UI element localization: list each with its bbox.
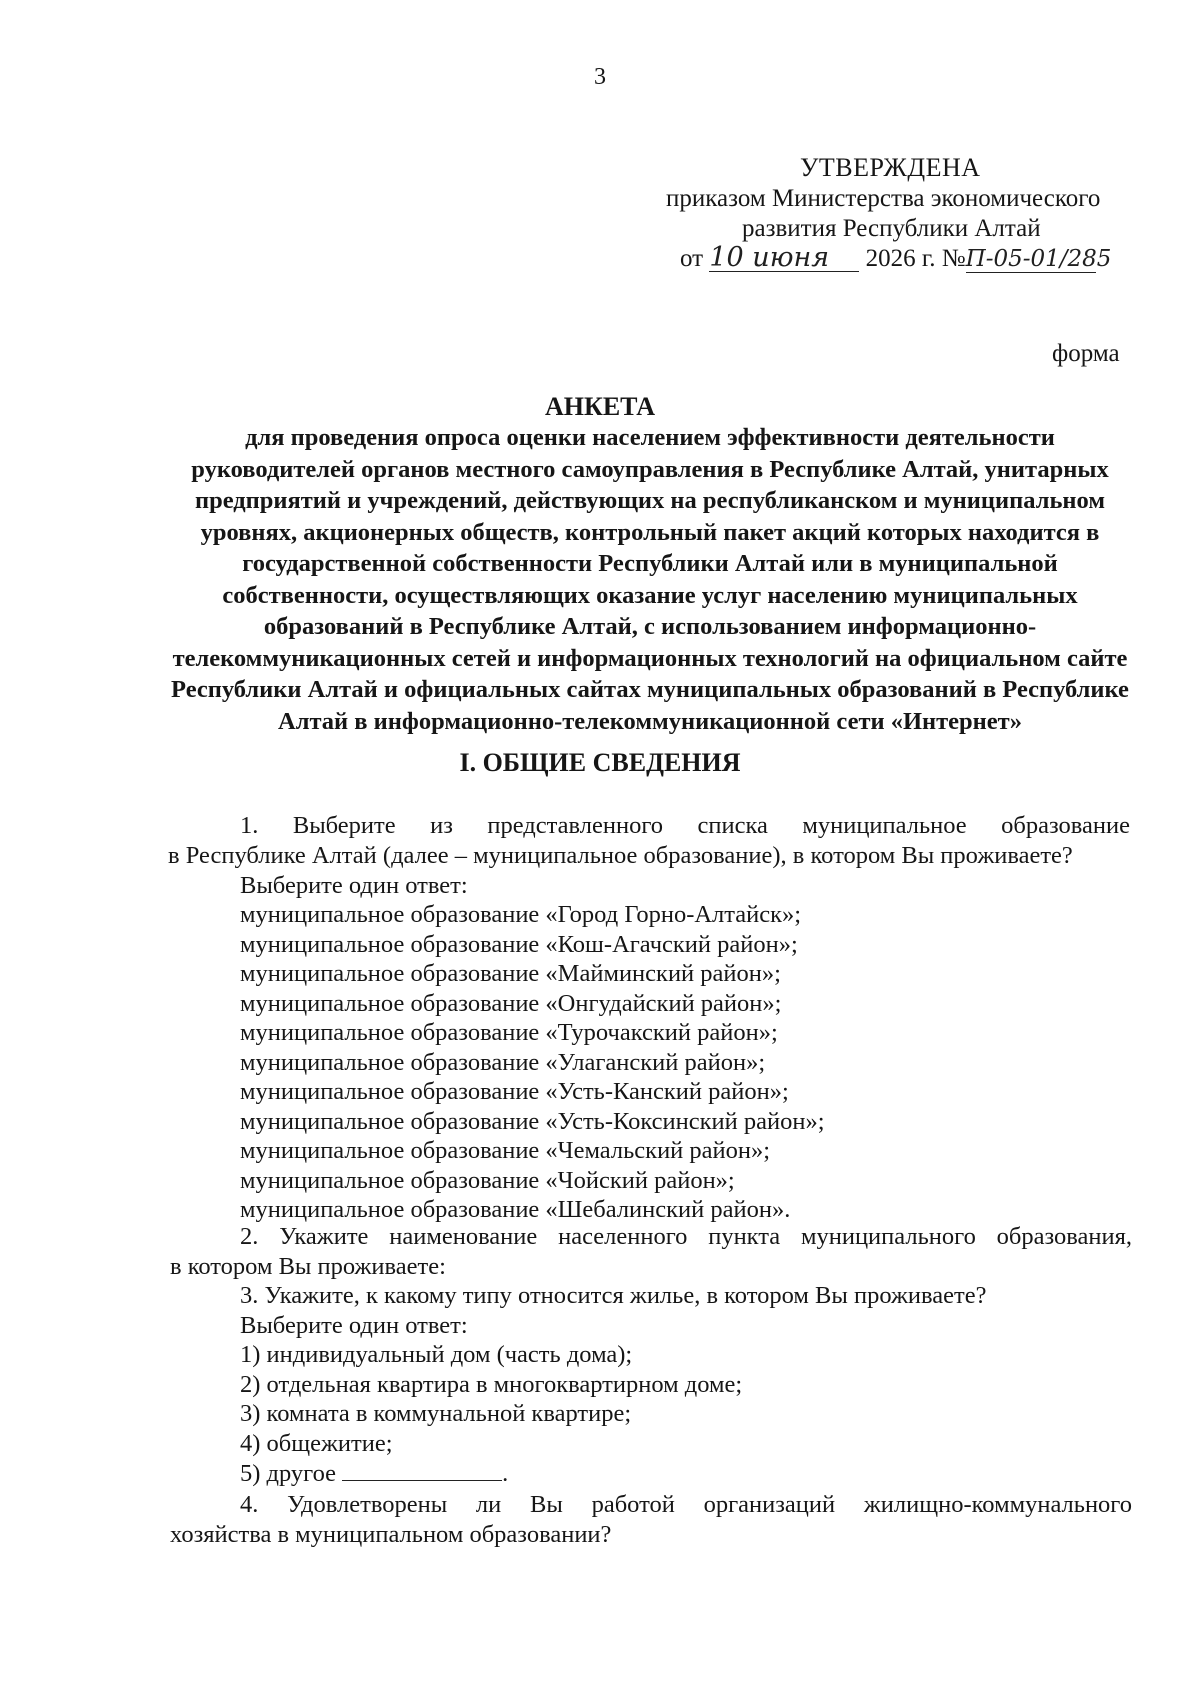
document-title: АНКЕТА [544, 392, 656, 421]
other-label: 5) другое [240, 1460, 337, 1487]
list-item: муниципальное образование «Майминский район»; [240, 960, 781, 987]
list-item: муниципальное образование «Улаганский район»; [240, 1048, 766, 1076]
question-4-text-continued: хозяйства в муниципальном образовании? [170, 1521, 612, 1548]
housing-options-list [240, 1340, 742, 1488]
subtitle-line: для проведения опроса оценки населением эффективности деятельности [245, 424, 1055, 451]
municipality-options-list [240, 900, 825, 1225]
document-subtitle [160, 422, 1140, 737]
list-item: 1) индивидуальный дом (часть дома); [240, 1341, 633, 1368]
subtitle-line: Алтай в информационно-телекоммуникационной сети «Интернет» [278, 707, 1022, 735]
date-prefix: от [680, 245, 704, 272]
approval-date-line [680, 242, 1112, 274]
year-text: 2026 г. № [865, 245, 966, 272]
question-3-text: 3. Укажите, к какому типу относится жилье, в котором Вы проживаете? [240, 1282, 987, 1309]
subtitle-line: собственности, осуществляющих оказание услуг населению муниципальных [222, 581, 1078, 609]
subtitle-line: уровнях, акционерных обществ, контрольный пакет акций которых находится в [200, 518, 1100, 546]
question-3-instruction: Выберите один ответ: [240, 1312, 468, 1339]
list-item: муниципальное образование «Усть-Канский район»; [240, 1078, 789, 1105]
list-item: муниципальное образование «Турочакский район»; [240, 1019, 778, 1046]
approval-title: УТВЕРЖДЕНА [800, 153, 981, 182]
other-suffix: . [502, 1460, 509, 1487]
subtitle-line: телекоммуникационных сетей и информационных технологий на официальном сайте [172, 644, 1128, 672]
list-item: 4) общежитие; [240, 1429, 393, 1457]
list-item: муниципальное образование «Шебалинский район». [240, 1196, 791, 1223]
approval-ministry-line: развития Республики Алтай [742, 215, 1041, 242]
page-number: 3 [594, 64, 606, 90]
question-2-text-continued: в котором Вы проживаете: [170, 1253, 446, 1280]
list-item: муниципальное образование «Город Горно-Алтайск»; [240, 901, 802, 928]
handwritten-date: 10 июня [709, 245, 859, 272]
subtitle-line: образований в Республике Алтай, с использованием информационно- [263, 613, 1037, 640]
list-item: 3) комната в коммунальной квартире; [240, 1400, 632, 1427]
form-label: форма [1052, 340, 1120, 367]
section-heading: I. ОБЩИЕ СВЕДЕНИЯ [459, 748, 741, 777]
list-item: муниципальное образование «Онгудайский район»; [240, 989, 782, 1017]
question-4-text: 4. Удовлетворены ли Вы работой организаций жилищно-коммунального [240, 1491, 1132, 1518]
list-item: муниципальное образование «Кош-Агачский район»; [240, 930, 798, 958]
list-item: 2) отдельная квартира в многоквартирном доме; [240, 1370, 743, 1398]
subtitle-line: Республики Алтай и официальных сайтах муниципальных образований в Республике [171, 676, 1129, 703]
approval-order-line: приказом Министерства экономического [666, 185, 1101, 212]
list-item: муниципальное образование «Чойский район»; [240, 1166, 735, 1194]
question-2-text: 2. Укажите наименование населенного пункта муниципального образования, [240, 1223, 1132, 1250]
list-item: муниципальное образование «Усть-Коксинский район»; [240, 1107, 825, 1135]
question-1-text: 1. Выберите из представленного списка муниципальное образование [240, 812, 1130, 839]
subtitle-line: государственной собственности Республики Алтай или в муниципальной [242, 550, 1058, 577]
subtitle-line: руководителей органов местного самоуправления в Республике Алтай, унитарных [191, 455, 1109, 483]
list-item-other [240, 1458, 742, 1488]
other-answer-blank [342, 1458, 502, 1481]
handwritten-order-number: П-05-01/285 [965, 246, 1112, 272]
question-1-instruction: Выберите один ответ: [240, 872, 468, 899]
list-item: муниципальное образование «Чемальский район»; [240, 1137, 771, 1164]
question-1-text-continued: в Республике Алтай (далее – муниципальное образование), в котором Вы проживаете? [168, 842, 1073, 869]
subtitle-line: предприятий и учреждений, действующих на республиканском и муниципальном [194, 487, 1106, 514]
